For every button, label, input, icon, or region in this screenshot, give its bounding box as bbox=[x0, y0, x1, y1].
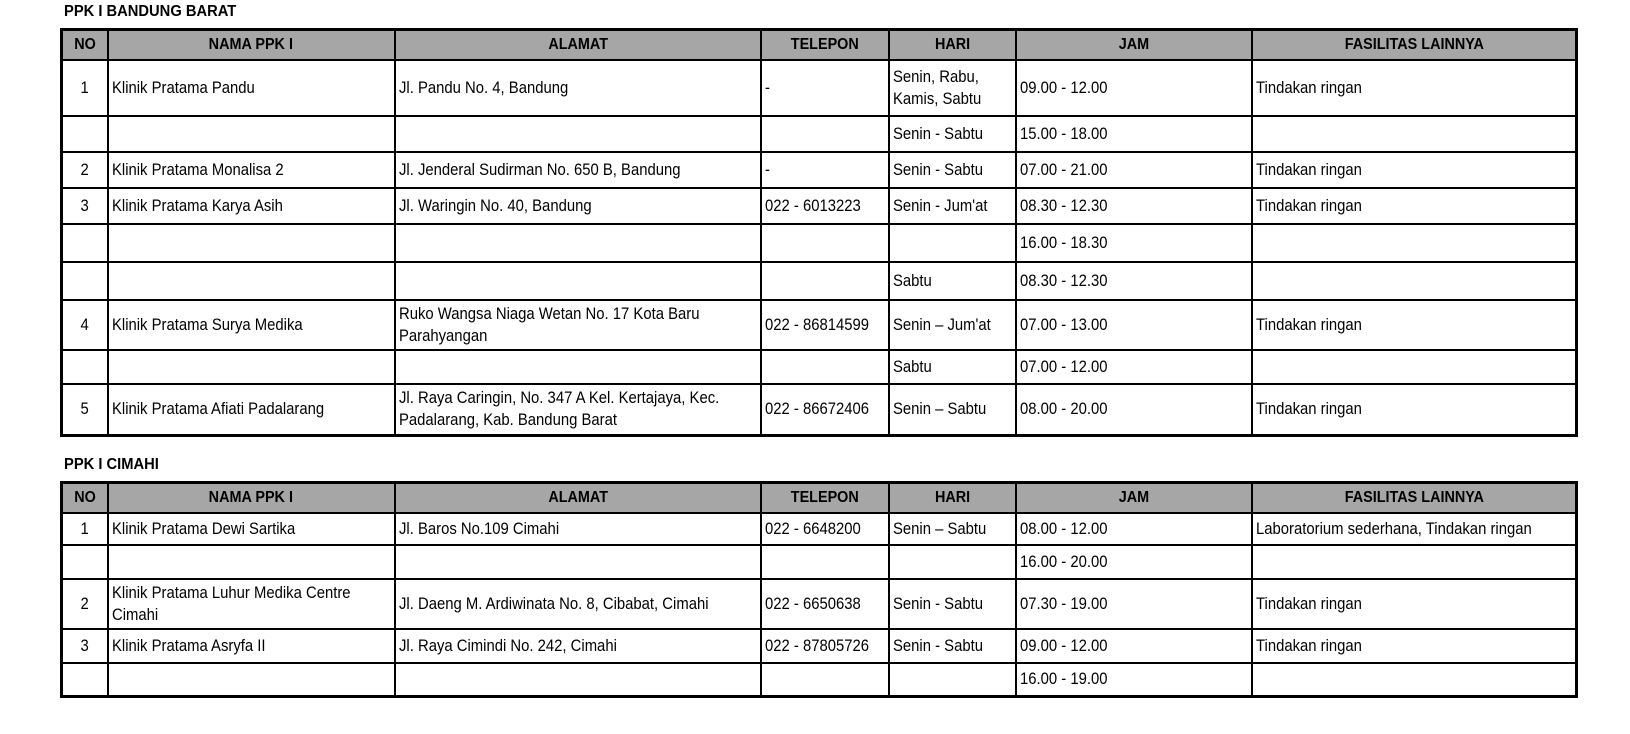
cell-jam bbox=[1016, 188, 1251, 224]
table-header bbox=[62, 30, 1577, 60]
cell-jam bbox=[1016, 300, 1251, 350]
table-row bbox=[62, 116, 1577, 152]
cell-fasilitas bbox=[1252, 350, 1577, 384]
cell-no bbox=[62, 663, 108, 697]
cell-alamat bbox=[395, 152, 762, 188]
cell-telepon bbox=[761, 629, 889, 663]
cell-text: Jl. Waringin No. 40, Bandung bbox=[398, 196, 592, 215]
cell-text: 4 bbox=[80, 315, 89, 334]
column-header-nama-ppk bbox=[108, 30, 395, 60]
cell-nama-ppk bbox=[108, 262, 395, 300]
cell-text: 09.00 - 12.00 bbox=[1020, 78, 1109, 97]
cell-jam bbox=[1016, 579, 1251, 629]
cell-text: Tindakan ringan bbox=[1255, 160, 1362, 179]
cell-text: 1 bbox=[80, 519, 89, 538]
table-row bbox=[62, 629, 1577, 663]
table-row bbox=[62, 224, 1577, 262]
cell-text: 07.30 - 19.00 bbox=[1020, 594, 1109, 613]
cell-text: Klinik Pratama Luhur Medika Centre Cimahi bbox=[111, 583, 351, 624]
cell-text: Klinik Pratama Asryfa II bbox=[111, 636, 266, 655]
cell-text: 3 bbox=[80, 196, 89, 215]
cell-text: Tindakan ringan bbox=[1255, 315, 1362, 334]
cell-text: 08.30 - 12.30 bbox=[1020, 271, 1109, 290]
ppk-table-bandung-barat bbox=[60, 28, 1578, 437]
cell-alamat bbox=[395, 663, 762, 697]
cell-no bbox=[62, 188, 108, 224]
cell-text: 07.00 - 13.00 bbox=[1020, 315, 1109, 334]
cell-hari bbox=[889, 350, 1016, 384]
cell-fasilitas bbox=[1252, 262, 1577, 300]
cell-text: Klinik Pratama Afiati Padalarang bbox=[111, 400, 324, 419]
cell-fasilitas bbox=[1252, 629, 1577, 663]
cell-jam bbox=[1016, 629, 1251, 663]
cell-nama-ppk bbox=[108, 350, 395, 384]
section-title-bandung-barat: PPK I BANDUNG BARAT bbox=[64, 3, 237, 20]
cell-no bbox=[62, 579, 108, 629]
column-header-label: FASILITAS LAINNYA bbox=[1344, 488, 1484, 506]
cell-text: Klinik Pratama Karya Asih bbox=[111, 196, 283, 215]
cell-telepon bbox=[761, 60, 889, 116]
table-row bbox=[62, 513, 1577, 545]
cell-hari bbox=[889, 629, 1016, 663]
column-header-fasilitas bbox=[1252, 483, 1577, 513]
column-header-label: JAM bbox=[1118, 488, 1150, 506]
column-header-alamat bbox=[395, 30, 762, 60]
cell-hari bbox=[889, 116, 1016, 152]
cell-nama-ppk bbox=[108, 300, 395, 350]
cell-jam bbox=[1016, 60, 1251, 116]
header-row bbox=[62, 30, 1577, 60]
column-header-no bbox=[62, 30, 108, 60]
cell-text: 07.00 - 12.00 bbox=[1020, 357, 1109, 376]
cell-no bbox=[62, 60, 108, 116]
column-header-alamat bbox=[395, 483, 762, 513]
cell-text: Tindakan ringan bbox=[1255, 196, 1362, 215]
cell-telepon bbox=[761, 545, 889, 579]
table-row bbox=[62, 579, 1577, 629]
column-header-label: FASILITAS LAINNYA bbox=[1344, 35, 1484, 53]
cell-jam bbox=[1016, 152, 1251, 188]
cell-text: 022 - 87805726 bbox=[765, 636, 870, 655]
cell-nama-ppk bbox=[108, 579, 395, 629]
column-header-label: HARI bbox=[935, 488, 971, 506]
cell-text: 022 - 86672406 bbox=[765, 400, 870, 419]
cell-hari bbox=[889, 663, 1016, 697]
section-title-cimahi: PPK I CIMAHI bbox=[64, 456, 159, 473]
cell-text: Senin - Sabtu bbox=[893, 636, 984, 655]
cell-fasilitas bbox=[1252, 152, 1577, 188]
cell-text: Jl. Baros No.109 Cimahi bbox=[398, 519, 559, 538]
cell-text: Klinik Pratama Pandu bbox=[111, 78, 255, 97]
ppk-table-cimahi bbox=[60, 481, 1578, 698]
cell-text: Senin - Sabtu bbox=[893, 124, 984, 143]
table-row bbox=[62, 262, 1577, 300]
cell-fasilitas bbox=[1252, 300, 1577, 350]
cell-nama-ppk bbox=[108, 152, 395, 188]
cell-telepon bbox=[761, 579, 889, 629]
cell-jam bbox=[1016, 513, 1251, 545]
cell-hari bbox=[889, 188, 1016, 224]
column-header-hari bbox=[889, 483, 1016, 513]
cell-hari bbox=[889, 60, 1016, 116]
cell-telepon bbox=[761, 350, 889, 384]
cell-fasilitas bbox=[1252, 513, 1577, 545]
cell-telepon bbox=[761, 262, 889, 300]
column-header-label: TELEPON bbox=[791, 35, 860, 53]
cell-text: 07.00 - 21.00 bbox=[1020, 160, 1109, 179]
column-header-jam bbox=[1016, 30, 1251, 60]
column-header-label: ALAMAT bbox=[547, 488, 608, 506]
column-header-jam bbox=[1016, 483, 1251, 513]
cell-fasilitas bbox=[1252, 579, 1577, 629]
cell-text: 2 bbox=[80, 160, 89, 179]
cell-jam bbox=[1016, 663, 1251, 697]
cell-text: Senin - Jum'at bbox=[893, 196, 988, 215]
cell-text: Laboratorium sederhana, Tindakan ringan bbox=[1255, 519, 1532, 538]
table-header bbox=[62, 483, 1577, 513]
table-row bbox=[62, 152, 1577, 188]
table-row bbox=[62, 300, 1577, 350]
cell-hari bbox=[889, 152, 1016, 188]
cell-alamat bbox=[395, 579, 762, 629]
cell-text: Senin - Sabtu bbox=[893, 160, 984, 179]
cell-jam bbox=[1016, 384, 1251, 436]
cell-text: 022 - 6648200 bbox=[765, 519, 861, 538]
column-header-label: NAMA PPK I bbox=[208, 488, 294, 506]
cell-alamat bbox=[395, 384, 762, 436]
cell-fasilitas bbox=[1252, 224, 1577, 262]
cell-jam bbox=[1016, 262, 1251, 300]
cell-text: 5 bbox=[80, 400, 89, 419]
cell-text: 08.00 - 20.00 bbox=[1020, 400, 1109, 419]
cell-no bbox=[62, 350, 108, 384]
cell-text: 16.00 - 20.00 bbox=[1020, 552, 1109, 571]
table-row bbox=[62, 384, 1577, 436]
cell-text: Jl. Daeng M. Ardiwinata No. 8, Cibabat, Cimahi bbox=[398, 594, 709, 613]
cell-text: Jl. Pandu No. 4, Bandung bbox=[398, 78, 568, 97]
cell-telepon bbox=[761, 663, 889, 697]
column-header-label: NO bbox=[74, 35, 96, 53]
cell-no bbox=[62, 384, 108, 436]
column-header-label: NAMA PPK I bbox=[208, 35, 294, 53]
column-header-telepon bbox=[761, 30, 889, 60]
cell-alamat bbox=[395, 513, 762, 545]
cell-fasilitas bbox=[1252, 188, 1577, 224]
cell-text: Tindakan ringan bbox=[1255, 78, 1362, 97]
cell-text: Klinik Pratama Monalisa 2 bbox=[111, 160, 284, 179]
cell-hari bbox=[889, 579, 1016, 629]
cell-telepon bbox=[761, 152, 889, 188]
cell-no bbox=[62, 629, 108, 663]
column-header-label: ALAMAT bbox=[547, 35, 608, 53]
table-body bbox=[62, 513, 1577, 697]
cell-text: 3 bbox=[80, 636, 89, 655]
cell-telepon bbox=[761, 300, 889, 350]
cell-no bbox=[62, 545, 108, 579]
cell-nama-ppk bbox=[108, 188, 395, 224]
cell-alamat bbox=[395, 224, 762, 262]
cell-hari bbox=[889, 513, 1016, 545]
column-header-telepon bbox=[761, 483, 889, 513]
cell-text: - bbox=[765, 78, 771, 97]
cell-fasilitas bbox=[1252, 116, 1577, 152]
table-row bbox=[62, 350, 1577, 384]
cell-text: Sabtu bbox=[893, 271, 933, 290]
cell-text: 16.00 - 18.30 bbox=[1020, 233, 1109, 252]
cell-alamat bbox=[395, 60, 762, 116]
cell-nama-ppk bbox=[108, 545, 395, 579]
cell-no bbox=[62, 116, 108, 152]
column-header-label: JAM bbox=[1118, 35, 1150, 53]
cell-text: Sabtu bbox=[893, 357, 933, 376]
cell-text: 09.00 - 12.00 bbox=[1020, 636, 1109, 655]
cell-text: - bbox=[765, 160, 771, 179]
column-header-nama-ppk bbox=[108, 483, 395, 513]
cell-telepon bbox=[761, 116, 889, 152]
cell-alamat bbox=[395, 116, 762, 152]
cell-nama-ppk bbox=[108, 513, 395, 545]
cell-no bbox=[62, 152, 108, 188]
cell-no bbox=[62, 513, 108, 545]
cell-text: Senin – Sabtu bbox=[893, 519, 987, 538]
table-row bbox=[62, 545, 1577, 579]
cell-text: Tindakan ringan bbox=[1255, 594, 1362, 613]
cell-nama-ppk bbox=[108, 629, 395, 663]
cell-jam bbox=[1016, 545, 1251, 579]
cell-hari bbox=[889, 384, 1016, 436]
cell-fasilitas bbox=[1252, 545, 1577, 579]
column-header-label: HARI bbox=[935, 35, 971, 53]
cell-jam bbox=[1016, 116, 1251, 152]
cell-nama-ppk bbox=[108, 116, 395, 152]
cell-text: 08.00 - 12.00 bbox=[1020, 519, 1109, 538]
table-row bbox=[62, 663, 1577, 697]
cell-no bbox=[62, 224, 108, 262]
cell-alamat bbox=[395, 629, 762, 663]
cell-telepon bbox=[761, 224, 889, 262]
header-row bbox=[62, 483, 1577, 513]
cell-text: 16.00 - 19.00 bbox=[1020, 670, 1109, 689]
column-header-no bbox=[62, 483, 108, 513]
cell-text: 15.00 - 18.00 bbox=[1020, 124, 1109, 143]
cell-hari bbox=[889, 300, 1016, 350]
column-header-label: TELEPON bbox=[791, 488, 860, 506]
table-row bbox=[62, 188, 1577, 224]
cell-jam bbox=[1016, 224, 1251, 262]
cell-text: Ruko Wangsa Niaga Wetan No. 17 Kota Baru Parahyangan bbox=[398, 304, 700, 345]
cell-telepon bbox=[761, 513, 889, 545]
cell-text: Tindakan ringan bbox=[1255, 400, 1362, 419]
cell-text: 08.30 - 12.30 bbox=[1020, 196, 1109, 215]
cell-text: Senin - Sabtu bbox=[893, 594, 984, 613]
cell-hari bbox=[889, 545, 1016, 579]
cell-text: 022 - 6013223 bbox=[765, 196, 861, 215]
cell-telepon bbox=[761, 188, 889, 224]
column-header-hari bbox=[889, 30, 1016, 60]
cell-alamat bbox=[395, 300, 762, 350]
cell-alamat bbox=[395, 350, 762, 384]
cell-text: Tindakan ringan bbox=[1255, 636, 1362, 655]
cell-telepon bbox=[761, 384, 889, 436]
cell-fasilitas bbox=[1252, 663, 1577, 697]
cell-jam bbox=[1016, 350, 1251, 384]
cell-fasilitas bbox=[1252, 384, 1577, 436]
cell-text: 1 bbox=[80, 78, 89, 97]
cell-hari bbox=[889, 224, 1016, 262]
cell-alamat bbox=[395, 188, 762, 224]
table-body bbox=[62, 60, 1577, 436]
cell-fasilitas bbox=[1252, 60, 1577, 116]
cell-nama-ppk bbox=[108, 663, 395, 697]
cell-no bbox=[62, 262, 108, 300]
cell-text: Senin, Rabu, Kamis, Sabtu bbox=[893, 67, 982, 108]
column-header-fasilitas bbox=[1252, 30, 1577, 60]
cell-alamat bbox=[395, 262, 762, 300]
cell-text: 022 - 86814599 bbox=[765, 315, 870, 334]
cell-nama-ppk bbox=[108, 384, 395, 436]
cell-nama-ppk bbox=[108, 224, 395, 262]
cell-text: Jl. Raya Caringin, No. 347 A Kel. Kertajaya, Kec. Padalarang, Kab. Bandung Barat bbox=[398, 389, 719, 430]
cell-hari bbox=[889, 262, 1016, 300]
column-header-label: NO bbox=[74, 488, 96, 506]
cell-no bbox=[62, 300, 108, 350]
cell-text: Jl. Jenderal Sudirman No. 650 B, Bandung bbox=[398, 160, 681, 179]
table-row bbox=[62, 60, 1577, 116]
cell-text: Senin – Jum'at bbox=[893, 315, 992, 334]
cell-text: 2 bbox=[80, 594, 89, 613]
cell-text: Senin – Sabtu bbox=[893, 400, 987, 419]
cell-text: Jl. Raya Cimindi No. 242, Cimahi bbox=[398, 636, 617, 655]
cell-text: 022 - 6650638 bbox=[765, 594, 861, 613]
cell-text: Klinik Pratama Dewi Sartika bbox=[111, 519, 295, 538]
cell-nama-ppk bbox=[108, 60, 395, 116]
cell-text: Klinik Pratama Surya Medika bbox=[111, 315, 303, 334]
cell-alamat bbox=[395, 545, 762, 579]
